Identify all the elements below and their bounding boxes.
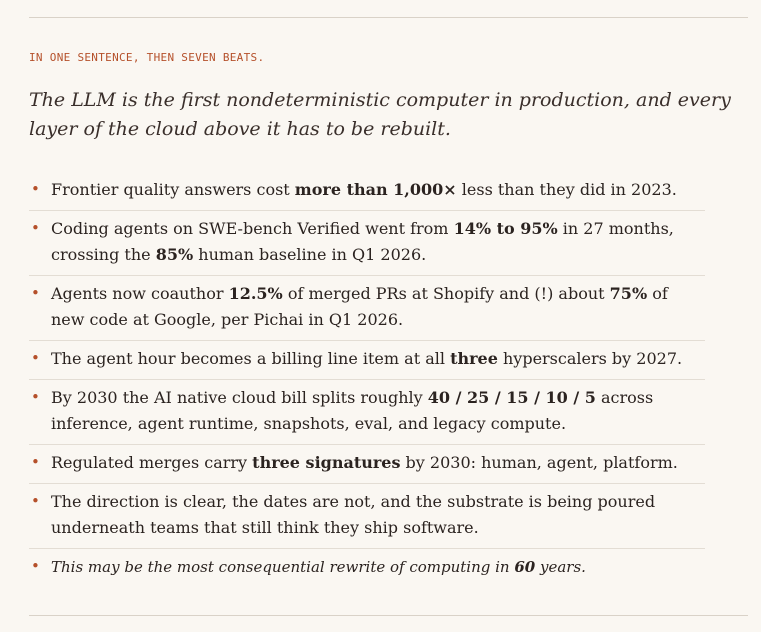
bottom-divider (29, 615, 748, 616)
beat-text: across inference, agent runtime, snapshots, eval, and legacy compute. (51, 388, 654, 433)
beat-highlight: more than 1,000× (294, 180, 457, 199)
beat-item-3 (29, 276, 705, 341)
bullet-dot-icon: • (31, 557, 40, 575)
beat-text: of new code at Google, per Pichai in Q1 2026. (51, 284, 668, 329)
beat-highlight: 12.5% (228, 284, 283, 303)
beat-item-6 (29, 445, 705, 484)
lede-sentence: The LLM is the first nondeterministic computer in production, and every layer of the cloud above it has to be rebuilt. (29, 89, 731, 140)
beat-text: This may be the most consequential rewrite of computing in (51, 558, 515, 576)
beat-text: hyperscalers by 2027. (497, 349, 683, 368)
beat-highlight: 14% to 95% (453, 219, 558, 238)
beat-text: By 2030 the AI native cloud bill splits roughly (51, 388, 428, 407)
beat-highlight: three (450, 349, 498, 368)
beat-item-2 (29, 211, 705, 276)
bullet-dot-icon: • (31, 492, 40, 510)
beat-highlight: 75% (609, 284, 648, 303)
bullet-dot-icon: • (31, 219, 40, 237)
beat-text: years. (535, 558, 586, 576)
beat-text: less than they did in 2023. (456, 180, 677, 199)
beat-text: Frontier quality answers cost (51, 180, 295, 199)
beat-highlight: 40 / 25 / 15 / 10 / 5 (427, 388, 596, 407)
beat-text: human baseline in Q1 2026. (193, 245, 427, 264)
beat-text: The agent hour becomes a billing line item at all (51, 349, 451, 368)
beat-item-5 (29, 380, 705, 445)
bullet-dot-icon: • (31, 180, 40, 198)
beat-text: The direction is clear, the dates are not, and the substrate is being poured underneath teams that still think they ship software. (51, 492, 656, 537)
top-divider (29, 17, 748, 18)
beat-text: by 2030: human, agent, platform. (400, 453, 678, 472)
beat-item-1 (29, 172, 705, 211)
beat-item-4 (29, 341, 705, 380)
bullet-dot-icon: • (31, 284, 40, 302)
beat-text: of merged PRs at Shopify and (!) about (282, 284, 610, 303)
beat-text: Regulated merges carry (51, 453, 253, 472)
bullet-dot-icon: • (31, 349, 40, 367)
beat-highlight: three signatures (252, 453, 401, 472)
beats-list (29, 172, 705, 587)
beat-item-7 (29, 484, 705, 549)
beat-text: Agents now coauthor (51, 284, 229, 303)
beat-text: in 27 months, crossing the (51, 219, 674, 264)
beat-text: Coding agents on SWE-bench Verified went from (51, 219, 454, 238)
beat-highlight: 60 (514, 558, 536, 576)
section-kicker: IN ONE SENTENCE, THEN SEVEN BEATS. (29, 51, 265, 64)
bullet-dot-icon: • (31, 453, 40, 471)
beat-item-closing (29, 549, 705, 587)
beat-highlight: 85% (155, 245, 194, 264)
bullet-dot-icon: • (31, 388, 40, 406)
